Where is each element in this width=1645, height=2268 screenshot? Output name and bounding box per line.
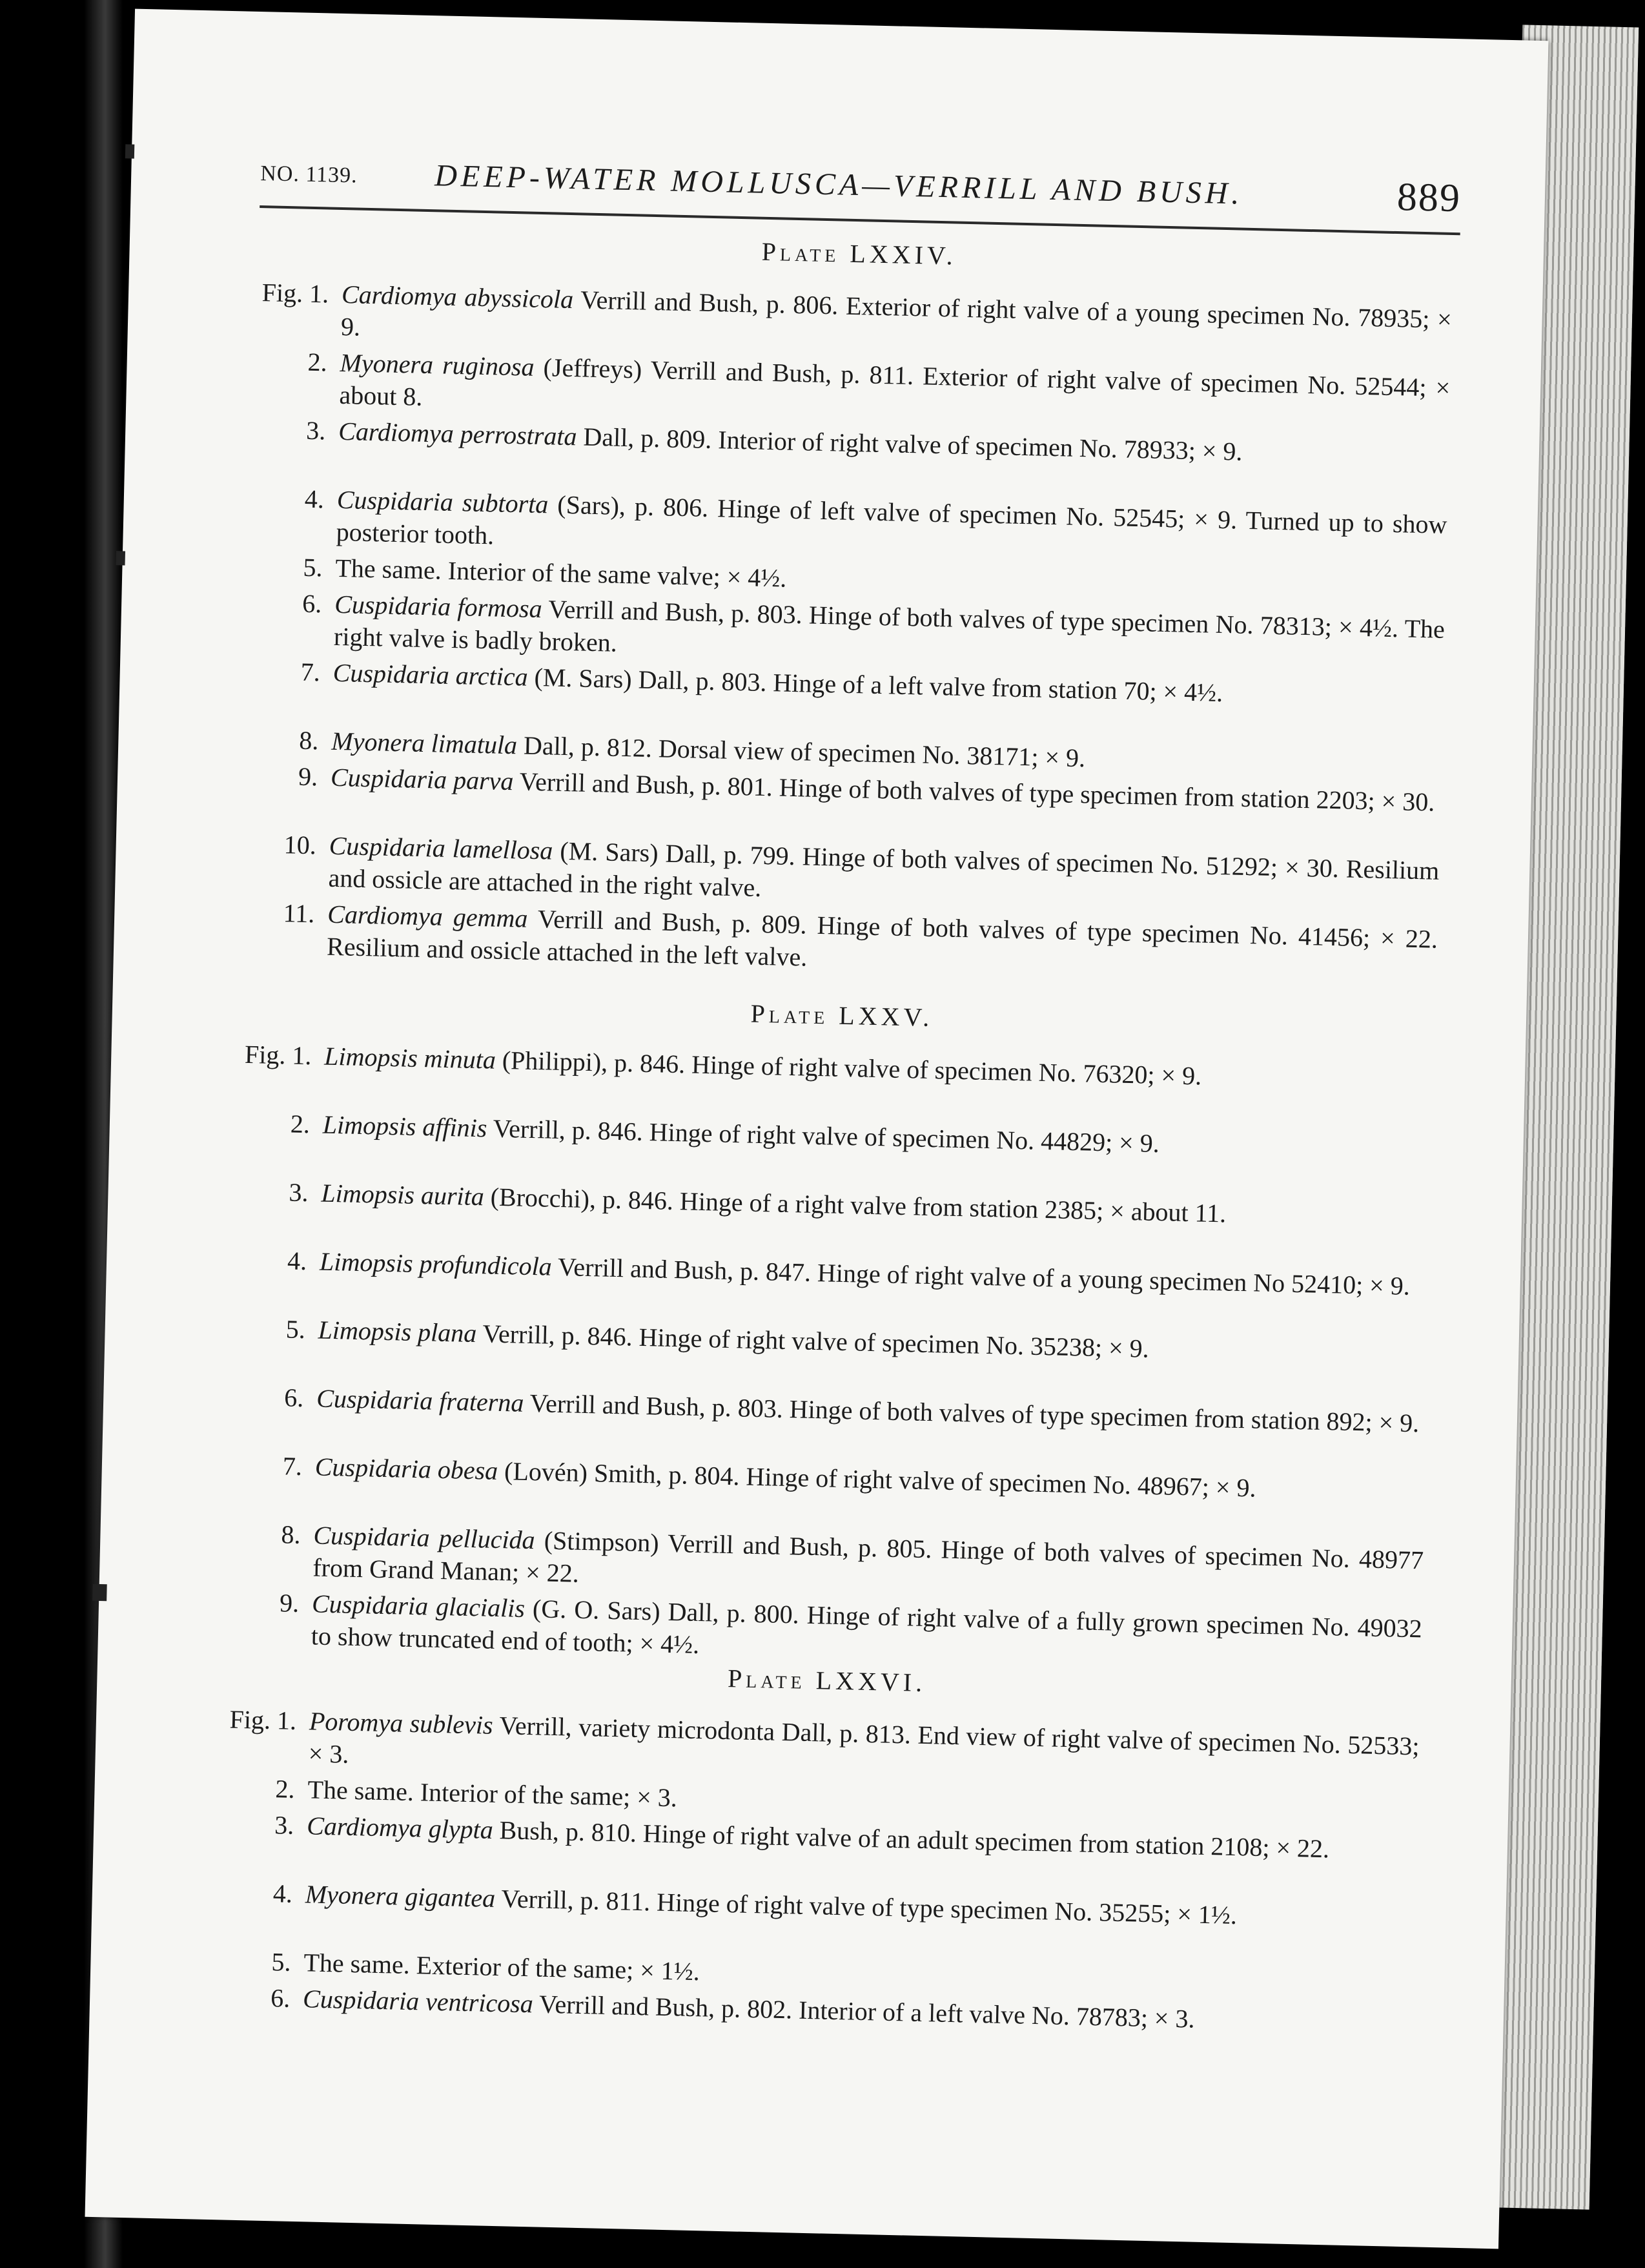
figure-caption [91, 1942, 1420, 1986]
figure-label: Fig. 1. [229, 1704, 297, 1735]
species-name: Cuspidaria obesa [314, 1452, 498, 1485]
figure-label: 9. [298, 761, 318, 792]
species-name: Cuspidaria pellucida [313, 1520, 536, 1555]
volume-number: NO. 1139. [260, 161, 358, 188]
page-number: 889 [1396, 175, 1462, 221]
plate-title: Plate LXXVI. [727, 1664, 926, 1698]
figure-text [318, 1314, 1429, 1372]
figure-label: 10. [283, 830, 317, 860]
figure-label: 9. [279, 1588, 300, 1618]
figure-text [320, 1246, 1431, 1303]
margin-mark [125, 144, 134, 158]
species-name: Limopsis aurita [321, 1178, 485, 1211]
figure-description: Dall, p. 809. Interior of right valve of specimen No. 78933; × 9. [582, 422, 1243, 466]
figure-caption [119, 720, 1448, 773]
figure-label: 8. [281, 1520, 301, 1550]
species-name: Limopsis plana [318, 1315, 477, 1348]
figure-label: 4. [287, 1246, 307, 1276]
species-name: Cuspidaria subtorta [336, 484, 549, 519]
figure-label: 5. [285, 1314, 306, 1345]
figure-label: 5. [303, 552, 323, 582]
figure-description: Verrill, p. 846. Hinge of right valve of specimen No. 35238; × 9. [482, 1319, 1150, 1363]
figure-label: 5. [271, 1947, 292, 1977]
figure-description: Verrill and Bush, p. 802. Interior of a left valve No. 78783; × 3. [538, 1989, 1196, 2034]
figure-text [324, 1040, 1435, 1098]
figure-description: The same. Interior of the same; × 3. [307, 1775, 678, 1813]
figure-label: 6. [283, 1383, 304, 1413]
species-name: Myonera limatula [331, 726, 518, 760]
figure-label: 7. [282, 1451, 303, 1481]
figure-text [322, 1109, 1433, 1166]
figure-label: 4. [304, 484, 325, 514]
figure-description: Verrill and Bush, p. 803. Hinge of both valves of type specimen No. 78313; × 4½. The right valve is badly broken. [333, 594, 1446, 657]
figure-caption [104, 1377, 1433, 1438]
figure-description: Verrill and Bush, p. 803. Hinge of both valves of type specimen from station 892; × 9. [529, 1388, 1420, 1438]
figure-label: 3. [305, 415, 326, 446]
species-name: Cardiomya glypta [306, 1811, 494, 1844]
document-page [85, 9, 1548, 2249]
species-name: Cuspidaria arctica [332, 657, 529, 692]
species-name: Cardiomya abyssicola [341, 279, 574, 314]
species-name: Cardiomya gemma [327, 899, 528, 933]
figure-label: 3. [274, 1810, 294, 1840]
figure-description: (Philippi), p. 846. Hinge of right valve of specimen No. 76320; × 9. [502, 1045, 1202, 1091]
species-name: Myonera ruginosa [340, 347, 535, 382]
figure-description: Verrill, p. 811. Hinge of right valve of type specimen No. 35255; × 1½. [500, 1884, 1238, 1930]
figure-caption [97, 1700, 1426, 1769]
figure-caption [116, 825, 1446, 902]
figure-label: 4. [272, 1879, 293, 1908]
figure-caption [108, 1172, 1438, 1228]
figure-description: Verrill and Bush, p. 806. Exterior of right valve of a young specimen No. 78935; × 9. [340, 285, 1453, 342]
figure-label: 2. [307, 347, 328, 377]
figure-caption [105, 1309, 1435, 1363]
running-title: DEEP-WATER MOLLUSCA—VERRILL AND BUSH. [434, 158, 1244, 211]
figure-description: (M. Sars) Dall, p. 803. Hinge of a left valve from station 70; × 4½. [534, 662, 1223, 708]
species-name: Cuspidaria lamellosa [329, 830, 553, 865]
species-name: Limopsis affinis [322, 1109, 487, 1143]
species-name: Limopsis minuta [323, 1041, 496, 1075]
figure-label: 8. [298, 725, 319, 756]
figure-caption [101, 1514, 1430, 1588]
figure-description: (Lovén) Smith, p. 804. Hinge of right valve of specimen No. 48967; × 9. [504, 1456, 1257, 1503]
species-name: Cuspidaria parva [330, 762, 514, 796]
species-name: Cuspidaria glacialis [311, 1589, 526, 1623]
plate-title: Plate LXXIV. [761, 236, 957, 271]
figure-caption [107, 1241, 1436, 1301]
figure-text [305, 1878, 1416, 1935]
figure-label: Fig. 1. [261, 278, 329, 309]
species-name: Cuspidaria formosa [334, 589, 543, 624]
figure-description: The same. Interior of the same valve; × 4½. [335, 553, 787, 593]
figure-caption [112, 1035, 1441, 1091]
plate-title: Plate LXXV. [750, 998, 934, 1033]
figure-description: (M. Sars) Dall, p. 799. Hinge of both valves of specimen No. 51292; × 30. Resilium and ossicle are attached in the right valve. [328, 836, 1440, 902]
figure-text [314, 1451, 1425, 1509]
figure-label: 3. [289, 1177, 309, 1208]
figure-description: (Sars), p. 806. Hinge of left valve of specimen No. 52545; × 9. Turned up to show posterior tooth. [336, 490, 1448, 550]
figure-description: (Stimpson) Verrill and Bush, p. 805. Hinge of both valves of specimen No. 48977 from Grand Manan; × 22. [312, 1525, 1424, 1588]
figure-description: Verrill and Bush, p. 847. Hinge of right valve of a young specimen No 52410; × 9. [557, 1252, 1411, 1301]
figure-label: 2. [290, 1109, 311, 1139]
figure-description: Verrill and Bush, p. 801. Hinge of both valves of type specimen from station 2203; × 30. [519, 767, 1435, 817]
figure-description: Verrill, variety microdonta Dall, p. 813. End view of right valve of specimen No. 52533; × 3. [308, 1711, 1420, 1769]
figure-caption [103, 1446, 1432, 1503]
species-name: Cardiomya perrostrata [338, 416, 578, 451]
species-name: Cuspidaria fraterna [316, 1383, 524, 1418]
species-name: Cuspidaria ventricosa [302, 1984, 534, 2019]
species-name: Poromya sublevis [309, 1706, 494, 1740]
figure-description: The same. Exterior of the same; × 1½. [303, 1948, 700, 1986]
figure-label: 7. [300, 657, 321, 687]
figure-text [321, 1177, 1432, 1235]
figure-caption [110, 1104, 1440, 1159]
figure-label: 11. [283, 898, 315, 929]
figure-description: Verrill and Bush, p. 809. Hinge of both valves of type specimen No. 41456; × 22. Resilium and ossicle attached in the left valve. [326, 904, 1438, 972]
figure-description: (Brocchi), p. 846. Hinge of a right valve from station 2385; × about 11. [490, 1182, 1227, 1228]
figure-text [316, 1383, 1427, 1440]
figure-description: Bush, p. 810. Hinge of right valve of an adult specimen from station 2108; × 22. [499, 1815, 1330, 1864]
figure-description: Dall, p. 812. Dorsal view of specimen No. 38171; × 9. [523, 730, 1086, 773]
figure-description: (Jeffreys) Verrill and Bush, p. 811. Exterior of right valve of specimen No. 52544; × about 8. [339, 353, 1451, 411]
figure-label: 6. [301, 588, 322, 619]
figure-caption [129, 273, 1458, 342]
figure-description: (G. O. Sars) Dall, p. 800. Hinge of right valve of a fully grown specimen No. 49032 to show truncated end of tooth; × 4½. [311, 1594, 1423, 1660]
figure-label: 6. [270, 1983, 291, 2013]
species-name: Limopsis profundicola [319, 1246, 553, 1281]
figure-label: Fig. 1. [244, 1039, 312, 1071]
figure-description: Verrill, p. 846. Hinge of right valve of specimen No. 44829; × 9. [493, 1113, 1160, 1159]
figure-caption [93, 1873, 1422, 1930]
figure-caption [125, 479, 1454, 550]
figure-label: 2. [275, 1774, 296, 1804]
species-name: Myonera gigantea [305, 1879, 496, 1913]
